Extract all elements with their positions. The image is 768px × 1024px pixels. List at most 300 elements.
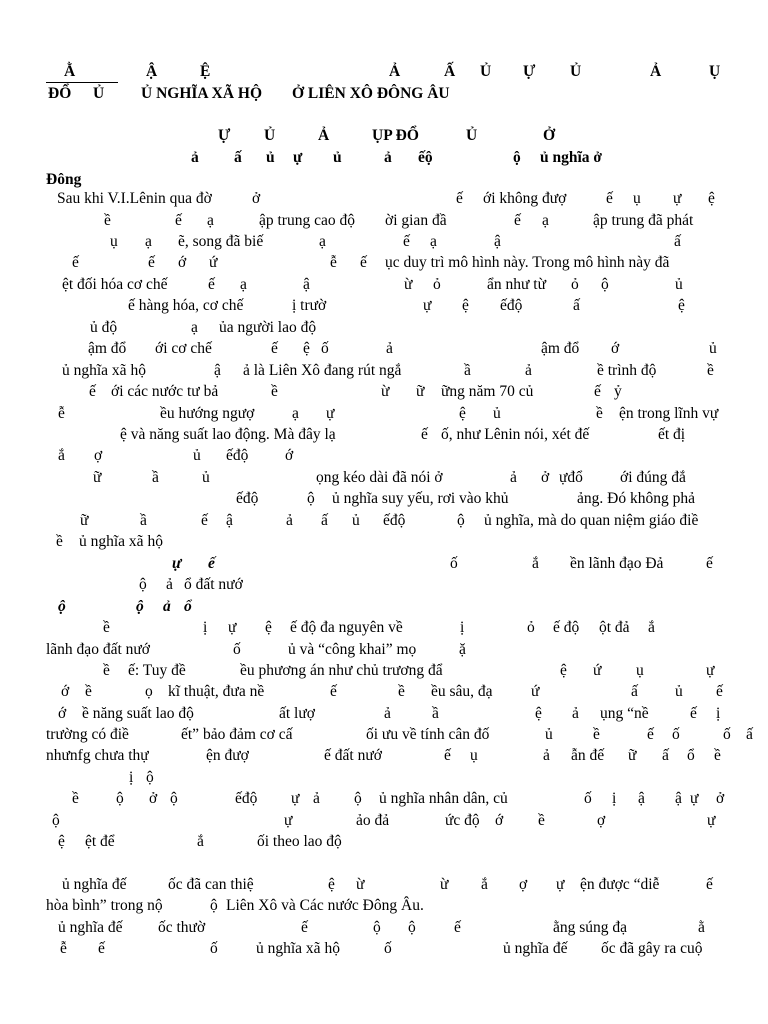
text-fragment: ứ <box>593 662 602 679</box>
text-line <box>0 446 768 466</box>
text-line <box>0 597 768 617</box>
text-line <box>0 62 768 82</box>
text-line <box>0 211 768 231</box>
text-fragment: ị <box>460 619 465 636</box>
text-line <box>0 339 768 359</box>
text-fragment: Ấ <box>444 63 456 80</box>
text-line <box>0 170 768 190</box>
text-fragment: ời gian đầ <box>385 212 447 229</box>
text-fragment: ủ <box>675 683 683 700</box>
text-line <box>0 275 768 295</box>
text-fragment: ế <box>175 212 182 229</box>
text-fragment: ở <box>252 190 261 207</box>
text-fragment: ừ <box>381 383 390 400</box>
text-fragment: ộ <box>116 790 124 807</box>
text-fragment: ức độ <box>445 812 480 829</box>
text-fragment: ạ <box>145 233 152 250</box>
text-fragment: ệ <box>265 619 272 636</box>
text-fragment: ấ <box>321 512 328 529</box>
text-fragment: ế <box>201 512 208 529</box>
text-fragment: ớ <box>285 447 294 464</box>
text-fragment: ự <box>673 190 682 207</box>
text-fragment: ế <box>208 555 215 572</box>
text-fragment: ảng. Đó không phả <box>577 490 695 507</box>
text-fragment: ụ <box>110 233 118 250</box>
text-fragment: ề <box>596 405 603 422</box>
text-line <box>0 704 768 724</box>
text-fragment: Ả <box>389 63 401 80</box>
text-line <box>0 554 768 574</box>
text-fragment: ụ <box>633 190 641 207</box>
text-fragment: ữ <box>80 512 89 529</box>
text-fragment: ệ <box>462 297 469 314</box>
text-fragment: ạ <box>292 405 299 422</box>
text-fragment: ố <box>672 726 680 743</box>
text-fragment: ậ <box>214 362 221 379</box>
text-fragment: ộ <box>170 790 178 807</box>
text-fragment: ẩn như từ <box>487 276 546 293</box>
text-fragment: ế <box>98 940 105 957</box>
text-fragment: ớ <box>58 705 67 722</box>
text-fragment: ự <box>326 405 335 422</box>
text-fragment: ủ nghĩa xã hộ <box>256 940 340 957</box>
text-fragment: ế <box>148 254 155 271</box>
text-fragment: ứ <box>209 254 218 271</box>
text-fragment: ố <box>584 790 592 807</box>
text-fragment: ằng súng đạ <box>553 919 628 936</box>
text-fragment: ế <box>421 426 428 443</box>
text-fragment: ọng kéo dài đã nói ở <box>316 469 443 486</box>
text-fragment: ộ <box>146 769 154 786</box>
text-line <box>0 939 768 959</box>
text-fragment: ế <box>271 340 278 357</box>
text-fragment: ả <box>166 576 173 593</box>
text-fragment: ấ <box>234 149 242 166</box>
text-fragment: ều phương án như chủ trương đẩ <box>240 662 443 679</box>
text-fragment: ở <box>149 790 158 807</box>
text-fragment: ỏ <box>571 276 579 293</box>
text-fragment: ế <box>706 555 713 572</box>
text-fragment: ủ nghĩa đế <box>62 876 127 893</box>
text-fragment: ều sâu, đạ <box>431 683 493 700</box>
text-fragment: ọ <box>145 683 153 700</box>
text-fragment: lãnh đạo đất nướ <box>46 641 150 658</box>
text-line <box>0 126 768 146</box>
text-fragment: ề <box>714 747 721 764</box>
text-fragment: ề <box>271 383 278 400</box>
text-fragment: ề <box>103 619 110 636</box>
text-fragment: ệ <box>560 662 567 679</box>
text-fragment: ất lượ <box>279 705 315 722</box>
text-fragment: ố, như Lênin nói, xét đế <box>441 426 590 443</box>
text-line <box>0 575 768 595</box>
text-fragment: ậm đổ <box>88 340 127 357</box>
text-fragment: ấ <box>746 726 753 743</box>
text-fragment: ứ <box>531 683 540 700</box>
text-fragment: ỏ <box>527 619 535 636</box>
text-fragment: ả <box>286 512 293 529</box>
text-fragment: ế <box>594 383 601 400</box>
text-fragment: ủ nghĩa suy yếu, rơi vào khủ <box>332 490 509 507</box>
text-fragment: ệt đối hóa cơ chế <box>62 276 168 293</box>
text-fragment: ặ <box>459 641 466 658</box>
text-fragment: ĐỔ <box>48 85 72 102</box>
text-fragment: ếđộ <box>226 447 249 464</box>
text-fragment: ế <box>208 276 215 293</box>
text-line <box>0 189 768 209</box>
text-fragment: ế <box>456 190 463 207</box>
text-fragment: ủ và “công khai” mọ <box>288 641 417 658</box>
text-fragment: ớ <box>178 254 187 271</box>
text-fragment: ối ưu về tính cân đố <box>366 726 490 743</box>
text-fragment: Ủ <box>264 127 276 144</box>
text-fragment: ỏ <box>433 276 441 293</box>
text-fragment: ự <box>707 812 716 829</box>
text-line <box>0 789 768 809</box>
text-line <box>0 725 768 745</box>
text-fragment: ộ <box>210 897 218 914</box>
text-fragment: ện trong lĩnh vự <box>619 405 719 422</box>
text-fragment: ầ <box>140 512 147 529</box>
text-fragment: ề <box>538 812 545 829</box>
text-line <box>0 489 768 509</box>
text-line <box>0 361 768 381</box>
text-fragment: ề <box>56 533 63 550</box>
text-fragment: ủa người lao độ <box>219 319 317 336</box>
text-fragment: ủ nghĩa xã hộ <box>79 533 163 550</box>
text-fragment: ế hàng hóa, cơ chế <box>128 297 244 314</box>
text-fragment: ả là Liên Xô đang rút ngắ <box>243 362 402 379</box>
text-fragment: ếđộ <box>236 490 259 507</box>
text-fragment: kĩ thuật, đưa nề <box>168 683 265 700</box>
text-fragment: ện được “diễ <box>580 876 660 893</box>
text-fragment: ừ <box>440 876 449 893</box>
text-fragment: ệ <box>678 297 685 314</box>
text-fragment: ả <box>543 747 550 764</box>
text-fragment: ủ nghĩa, mà do quan niệm giáo điề <box>484 512 699 529</box>
text-fragment: ầ <box>152 469 159 486</box>
text-fragment: ập trung đã phát <box>593 212 694 229</box>
text-fragment: ố <box>321 340 329 357</box>
text-line <box>0 832 768 852</box>
text-fragment: ự <box>293 149 303 166</box>
text-fragment: ả <box>163 598 171 615</box>
text-line <box>0 253 768 273</box>
text-fragment: ắ <box>58 447 65 464</box>
text-fragment: ắ <box>532 555 539 572</box>
text-fragment: ủ nghĩa ở <box>540 149 602 166</box>
text-fragment: ị <box>129 769 134 786</box>
text-fragment: ế <box>706 876 713 893</box>
text-fragment: ảo đả <box>356 812 390 829</box>
text-fragment: ạ <box>542 212 549 229</box>
text-fragment: ạ <box>240 276 247 293</box>
text-fragment: ừ <box>356 876 365 893</box>
text-fragment: Ằ <box>64 63 76 80</box>
text-line <box>0 296 768 316</box>
text-fragment: ị <box>612 790 617 807</box>
text-fragment: Ở LIÊN XÔ ĐÔNG ÂU <box>292 85 450 102</box>
text-fragment: ều hướng ngượ <box>160 405 255 422</box>
text-fragment: ự <box>172 555 182 572</box>
text-fragment: ề năng suất lao độ <box>82 705 194 722</box>
text-fragment: ủ <box>193 447 201 464</box>
text-line <box>0 148 768 168</box>
text-fragment: ế <box>514 212 521 229</box>
text-fragment: Ệ <box>200 63 211 80</box>
text-fragment: ắ <box>648 619 655 636</box>
text-line <box>0 661 768 681</box>
text-fragment: ụng “nề <box>600 705 649 722</box>
text-fragment: Ở <box>543 127 556 144</box>
text-fragment: ậ <box>638 790 645 807</box>
text-fragment: ộ <box>601 276 609 293</box>
text-fragment: ề <box>398 683 405 700</box>
text-fragment: ủ <box>333 149 342 166</box>
text-fragment: Liên Xô và Các nước Đông Âu. <box>226 897 424 914</box>
text-fragment: ộ <box>139 576 147 593</box>
text-fragment: ớ <box>611 340 620 357</box>
text-fragment: ữ <box>93 469 102 486</box>
text-fragment: ụ <box>636 662 644 679</box>
text-fragment: ệ <box>58 833 65 850</box>
text-fragment: ả <box>384 149 392 166</box>
text-fragment: ề <box>104 212 111 229</box>
text-fragment: ủ <box>709 340 717 357</box>
text-fragment: ốc đã gây ra cuộ <box>601 940 703 957</box>
text-fragment: ủ nghĩa đế <box>503 940 568 957</box>
text-line <box>0 875 768 895</box>
text-fragment: ề <box>85 683 92 700</box>
text-fragment: ộ <box>354 790 362 807</box>
text-fragment: ệ <box>303 340 310 357</box>
text-fragment: ự <box>556 876 565 893</box>
text-fragment: ế đất nướ <box>324 747 382 764</box>
text-fragment: ạ <box>207 212 214 229</box>
text-fragment: ủ <box>266 149 275 166</box>
text-fragment: ạ <box>319 233 326 250</box>
text-fragment: ế <box>454 919 461 936</box>
text-fragment: ả <box>384 705 391 722</box>
text-fragment: ế <box>647 726 654 743</box>
text-fragment: ạ <box>430 233 437 250</box>
text-fragment: ết” bảo đảm cơ cấ <box>181 726 293 743</box>
text-fragment: ả <box>572 705 579 722</box>
text-fragment: Ủ <box>480 63 492 80</box>
text-fragment: ữ <box>416 383 425 400</box>
text-fragment: ả <box>313 790 320 807</box>
text-line <box>0 896 768 916</box>
text-line <box>0 918 768 938</box>
text-fragment: ố <box>384 940 392 957</box>
text-fragment: ị trườ <box>292 297 327 314</box>
text-fragment: ệ <box>328 876 335 893</box>
text-fragment: ả <box>510 469 517 486</box>
text-fragment: ế độ đa nguyên về <box>290 619 403 636</box>
text-fragment: Ụ <box>709 63 721 80</box>
text-fragment: ả <box>191 149 199 166</box>
text-fragment: Ủ NGHĨA XÃ HỘ <box>141 85 262 102</box>
text-line <box>0 404 768 424</box>
text-fragment: ới các nước tư bả <box>111 383 219 400</box>
text-line <box>0 532 768 552</box>
text-line <box>0 811 768 831</box>
text-fragment: ế <box>301 919 308 936</box>
title-underline <box>46 82 118 83</box>
text-fragment: ựđổ <box>559 469 583 486</box>
text-line <box>0 382 768 402</box>
text-fragment: ụ <box>470 747 478 764</box>
text-fragment: ự <box>423 297 432 314</box>
text-line <box>0 232 768 252</box>
text-fragment: Ủ <box>466 127 478 144</box>
text-fragment: ố <box>210 940 218 957</box>
text-fragment: ủ độ <box>90 319 118 336</box>
text-fragment: ốc thườ <box>158 919 206 936</box>
text-fragment: ợ <box>519 876 528 893</box>
text-fragment: ễ <box>60 940 67 957</box>
text-line <box>0 640 768 660</box>
text-fragment: ỤP ĐỔ <box>372 127 419 144</box>
text-fragment: ự <box>690 790 699 807</box>
text-fragment: ộ <box>52 812 60 829</box>
text-fragment: nhưnfg chưa thự <box>46 747 149 764</box>
text-fragment: ủ nghĩa xã hộ <box>62 362 146 379</box>
text-fragment: ộ <box>307 490 315 507</box>
text-line <box>0 84 768 104</box>
text-fragment: ếđộ <box>500 297 523 314</box>
text-fragment: ện đượ <box>206 747 249 764</box>
text-fragment: ế <box>330 683 337 700</box>
text-fragment: ốc đã can thiệ <box>168 876 254 893</box>
text-fragment: ững năm 70 củ <box>441 383 534 400</box>
text-fragment: ề <box>707 362 714 379</box>
text-fragment: ộ <box>408 919 416 936</box>
text-fragment: ấ <box>674 233 681 250</box>
text-fragment: ẽ, song đã biế <box>178 233 264 250</box>
text-fragment: ộ <box>58 598 66 615</box>
text-line <box>0 746 768 766</box>
text-fragment: ả <box>525 362 532 379</box>
text-line <box>0 318 768 338</box>
text-fragment: ết đị <box>658 426 686 443</box>
text-fragment: ập trung cao độ <box>259 212 355 229</box>
text-fragment: ấ <box>631 683 638 700</box>
text-fragment: Sau khi V.I.Lênin qua đờ <box>57 190 212 207</box>
text-fragment: ủ <box>675 276 683 293</box>
text-fragment: ế <box>606 190 613 207</box>
text-fragment: ế <box>690 705 697 722</box>
text-fragment: ộ <box>373 919 381 936</box>
text-fragment: ẫn đế <box>571 747 605 764</box>
text-fragment: ắ <box>197 833 204 850</box>
text-fragment: ự <box>284 812 293 829</box>
text-fragment: ầ <box>464 362 471 379</box>
text-fragment: ế <box>89 383 96 400</box>
text-fragment: Ậ <box>146 63 158 80</box>
text-fragment: ậ <box>675 790 682 807</box>
text-fragment: ế <box>403 233 410 250</box>
text-fragment: ễ <box>330 254 337 271</box>
text-fragment: ủ <box>545 726 553 743</box>
text-fragment: ủ <box>202 469 210 486</box>
text-fragment: ở <box>541 469 550 486</box>
text-fragment: ị <box>716 705 721 722</box>
text-fragment: ệt để <box>85 833 115 850</box>
text-fragment: ấ <box>573 297 580 314</box>
text-line <box>0 618 768 638</box>
text-fragment: Ủ <box>570 63 582 80</box>
text-fragment: ủ <box>493 405 501 422</box>
text-fragment: ệ <box>459 405 466 422</box>
text-fragment: ấ <box>662 747 669 764</box>
text-fragment: ớ <box>61 683 70 700</box>
text-fragment: ế <box>72 254 79 271</box>
text-fragment: trường có điề <box>46 726 129 743</box>
text-fragment: ế: Tuy đề <box>128 662 186 679</box>
text-fragment: ộ <box>513 149 521 166</box>
text-fragment: ố <box>450 555 458 572</box>
text-line <box>0 768 768 788</box>
text-line <box>0 425 768 445</box>
text-fragment: ổ <box>687 747 695 764</box>
text-fragment: ề trình độ <box>597 362 657 379</box>
text-fragment: ở <box>716 790 725 807</box>
text-fragment: ếđộ <box>235 790 258 807</box>
text-fragment: Ủ <box>93 85 105 102</box>
text-fragment: ố <box>233 641 241 658</box>
text-fragment: ề <box>103 662 110 679</box>
text-fragment: Ự <box>523 63 536 80</box>
text-fragment: ế <box>360 254 367 271</box>
text-fragment: ếđộ <box>383 512 406 529</box>
text-fragment: hòa bình” trong nộ <box>46 897 163 914</box>
text-fragment: ếộ <box>418 149 433 166</box>
text-fragment: ủ <box>352 512 360 529</box>
text-fragment: ới không đượ <box>483 190 567 207</box>
text-fragment: ỷ <box>614 383 622 400</box>
text-fragment: ợ <box>94 447 103 464</box>
text-fragment: ệ <box>535 705 542 722</box>
text-fragment: ạ <box>191 319 198 336</box>
text-fragment: ới đúng đắ <box>620 469 686 486</box>
text-fragment: ắ <box>481 876 488 893</box>
text-fragment: ền lãnh đạo Đả <box>570 555 664 572</box>
text-fragment: Ả <box>650 63 662 80</box>
text-fragment: ủ nghĩa đế <box>58 919 123 936</box>
text-fragment: ục duy trì mô hình này. Trong mô hình này đã <box>385 254 670 271</box>
text-fragment: ừ <box>404 276 413 293</box>
text-fragment: ới cơ chế <box>155 340 212 357</box>
text-fragment: ủ nghĩa nhân dân, củ <box>379 790 508 807</box>
text-fragment: ự <box>706 662 715 679</box>
text-fragment: ệ <box>708 190 715 207</box>
text-fragment: Đông <box>46 171 82 188</box>
text-fragment: ằ <box>698 919 705 936</box>
text-fragment: ậ <box>494 233 501 250</box>
text-fragment: ễ <box>58 405 65 422</box>
text-fragment: ậm đổ <box>541 340 580 357</box>
text-fragment: ộ <box>457 512 465 529</box>
text-fragment: ế độ <box>553 619 580 636</box>
text-fragment: ầ <box>432 705 439 722</box>
text-fragment: ế <box>444 747 451 764</box>
text-fragment: ớ <box>495 812 504 829</box>
text-fragment: ự <box>291 790 300 807</box>
text-fragment: ề <box>72 790 79 807</box>
text-fragment: ệ và năng suất lao động. Mà đây lạ <box>120 426 336 443</box>
text-fragment: ề <box>593 726 600 743</box>
